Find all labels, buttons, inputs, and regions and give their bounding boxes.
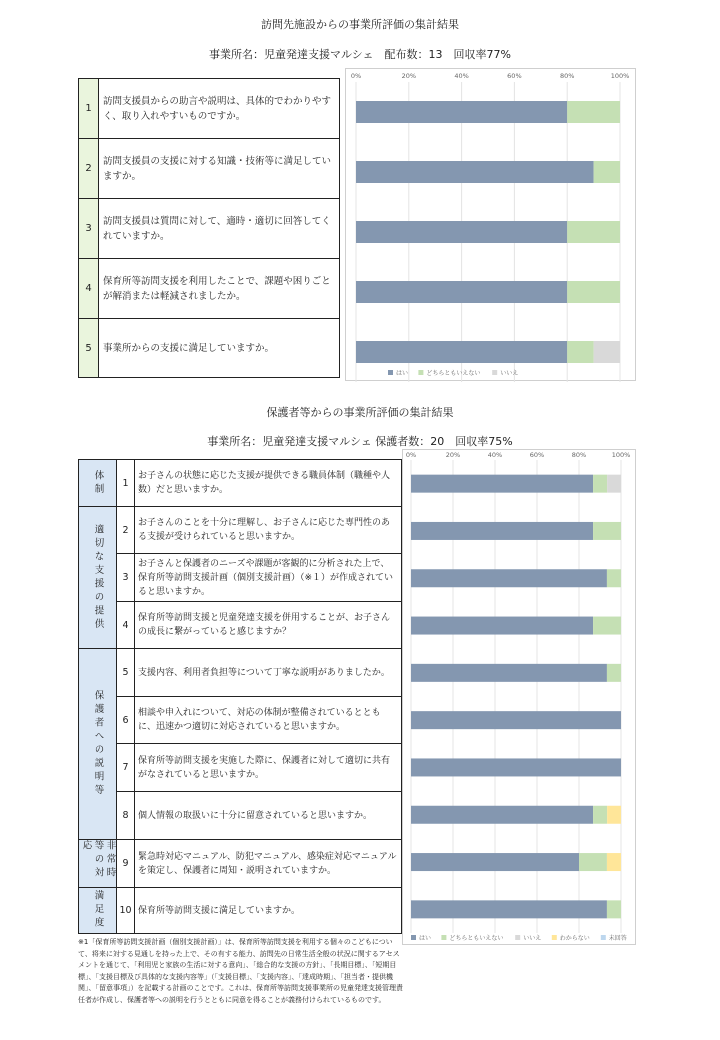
section2-chart <box>402 449 636 945</box>
legend-label: いいえ <box>523 935 542 942</box>
question-text: 緊急時対応マニュアル、防犯マニュアル、感染症対応マニュアルを策定し、保護者に周知・説明されていますか。 <box>135 840 401 888</box>
category-cell: 保護者への説明等 <box>79 649 117 840</box>
x-tick-label: 100% <box>610 72 630 80</box>
bar-segment <box>607 475 621 493</box>
legend-swatch <box>552 935 557 940</box>
x-tick-label: 60% <box>529 451 545 459</box>
row-number: 7 <box>117 744 135 792</box>
category-cell: 非常時等の対応 <box>79 840 117 888</box>
stacked-bar-chart <box>403 450 637 946</box>
x-tick-label: 60% <box>507 72 522 80</box>
bar-segment <box>593 522 621 540</box>
question-text: 保育所等訪問支援を実施した際に、保護者に対して適切に共有がなされていると思いますか。 <box>135 744 401 792</box>
row-number: 3 <box>79 199 99 258</box>
footnote: ※1「保育所等訪問支援計画（個別支援計画）」は、保育所等訪問支援を利用する個々のこどもについて、将来に対する見通しを持った上で、その有する能力、訪問先の日常生活全般の状況に関するアセスメントを通じて、「利用児と家族の生活に対する意向」、「総合的な支援の方針」、「長期目標」、「短期目標」、「支援目標及び具体的な支援内容等」（「支援目標」、「支援内容」、「達成時期」、「担当者・提供機関」、「留意事項」）を記載する計画のことです。これは、保育所等訪問支援事業所の児童発達支援管理責任者が作成し、保護者等への説明を行うとともに同意を得ることが義務付けられているものです。 <box>78 938 403 1004</box>
question-text: 保育所等訪問支援を利用したことで、課題や困りごとが解消または軽減されましたか。 <box>103 275 331 302</box>
table-row <box>79 79 339 139</box>
x-tick-label: 40% <box>487 451 503 459</box>
question-text: お子さんのことを十分に理解し、お子さんに応じた専門性のある支援が受けられていると思いますか。 <box>135 507 401 554</box>
question-text: 個人情報の取扱いに十分に留意されていると思いますか。 <box>135 792 401 840</box>
bar-segment <box>594 161 620 183</box>
category-cell: 体制 <box>79 460 117 507</box>
bar-segment <box>356 341 567 363</box>
legend-label: いいえ <box>500 370 519 377</box>
x-tick-label: 80% <box>571 451 587 459</box>
question-text: 事業所からの支援に満足していますか。 <box>103 342 275 354</box>
table-row <box>79 259 339 319</box>
category-cell: 満足度 <box>79 888 117 933</box>
legend-swatch <box>515 935 520 940</box>
bar-segment <box>411 853 579 871</box>
x-tick-label: 40% <box>454 72 469 80</box>
x-tick-label: 0% <box>350 72 362 80</box>
legend-label: はい <box>396 370 409 377</box>
bar-segment <box>411 475 593 493</box>
question-text: 訪問支援員の支援に対する知識・技術等に満足していますか。 <box>103 155 332 182</box>
row-number: 1 <box>79 79 99 138</box>
row-number: 1 <box>117 460 135 507</box>
legend-swatch <box>388 370 393 375</box>
x-tick-label: 20% <box>401 72 417 80</box>
legend-label: わからない <box>559 935 590 942</box>
legend-swatch <box>441 935 446 940</box>
bar-segment <box>356 221 567 243</box>
section1-subtitle: 事業所名：児童発達支援マルシェ 配布数：13 回収率77% <box>209 48 511 61</box>
row-number: 6 <box>117 697 135 744</box>
row-number: 9 <box>117 840 135 888</box>
bar-segment <box>593 806 607 824</box>
question-text: 相談や申入れについて、対応の体制が整備されているとともに、迅速かつ適切に対応されていると思いますか。 <box>135 697 401 744</box>
question-text: 訪問支援員は質問に対して、適時・適切に回答してくれていますか。 <box>103 215 331 242</box>
row-number: 8 <box>117 792 135 840</box>
bar-segment <box>593 475 607 493</box>
x-tick-label: 100% <box>611 451 631 459</box>
legend-swatch <box>411 935 416 940</box>
bar-segment <box>411 711 621 729</box>
question-text: 保育所等訪問支援に満足していますか。 <box>138 905 301 916</box>
row-number: 5 <box>79 319 99 377</box>
legend-swatch <box>492 370 497 375</box>
row-number: 4 <box>117 602 135 649</box>
question-text: お子さんと保護者のニーズや課題が客観的に分析された上で、保育所等訪問支援計画（個別支援計画）（※１）が作成されていると思いますか。 <box>135 554 401 602</box>
bar-segment <box>411 569 607 587</box>
bar-segment <box>411 758 621 776</box>
bar-segment <box>411 806 593 824</box>
category-cell: 適切な支援の提供 <box>79 507 117 649</box>
legend-label: はい <box>419 935 432 942</box>
table-row <box>79 319 339 377</box>
bar-segment <box>567 281 620 303</box>
row-number: 5 <box>117 649 135 697</box>
table-row <box>79 199 339 259</box>
legend-label: 未回答 <box>608 935 627 942</box>
x-tick-label: 20% <box>445 451 461 459</box>
bar-segment <box>411 900 607 918</box>
row-number: 3 <box>117 554 135 602</box>
bar-segment <box>567 101 620 123</box>
bar-segment <box>567 221 620 243</box>
legend-swatch <box>601 935 606 940</box>
legend-swatch <box>418 370 423 375</box>
section2-subtitle: 事業所名：児童発達支援マルシェ 保護者数：20 回収率75% <box>207 435 513 448</box>
section1-title: 訪問先施設からの事業所評価の集計結果 <box>261 18 459 31</box>
bar-segment <box>607 900 621 918</box>
bar-segment <box>579 853 607 871</box>
bar-segment <box>594 341 620 363</box>
x-tick-label: 80% <box>559 72 575 80</box>
bar-segment <box>411 522 593 540</box>
bar-segment <box>356 161 594 183</box>
bar-segment <box>356 281 567 303</box>
question-text: 保育所等訪問支援と児童発達支援を併用することが、お子さんの成長に繋がっていると感じますか？ <box>135 602 401 649</box>
row-number: 10 <box>117 888 135 933</box>
question-text: お子さんの状態に応じた支援が提供できる職員体制（職種や人数）だと思いますか。 <box>135 460 401 507</box>
question-text: 支援内容、利用者負担等について丁寧な説明がありましたか。 <box>135 649 401 697</box>
bar-segment <box>607 853 621 871</box>
bar-segment <box>607 569 621 587</box>
legend-label: どちらともいえない <box>449 935 504 942</box>
row-number: 4 <box>79 259 99 318</box>
section2-title: 保護者等からの事業所評価の集計結果 <box>266 406 454 419</box>
bar-segment <box>411 617 593 635</box>
row-number: 2 <box>79 139 99 198</box>
table-row <box>79 139 339 199</box>
bar-segment <box>411 664 607 682</box>
section1-table <box>78 78 340 378</box>
bar-segment <box>356 101 567 123</box>
stacked-bar-chart <box>346 69 637 382</box>
bar-segment <box>607 664 621 682</box>
question-text: 訪問支援員からの助言や説明は、具体的でわかりやすく、取り入れやすいものですか。 <box>103 95 332 122</box>
section2-table <box>78 459 402 934</box>
section1-chart <box>345 68 636 381</box>
bar-segment <box>607 806 621 824</box>
legend-label: どちらともいえない <box>426 370 481 377</box>
x-tick-label: 0% <box>405 451 417 459</box>
bar-segment <box>593 617 621 635</box>
bar-segment <box>567 341 593 363</box>
row-number: 2 <box>117 507 135 554</box>
